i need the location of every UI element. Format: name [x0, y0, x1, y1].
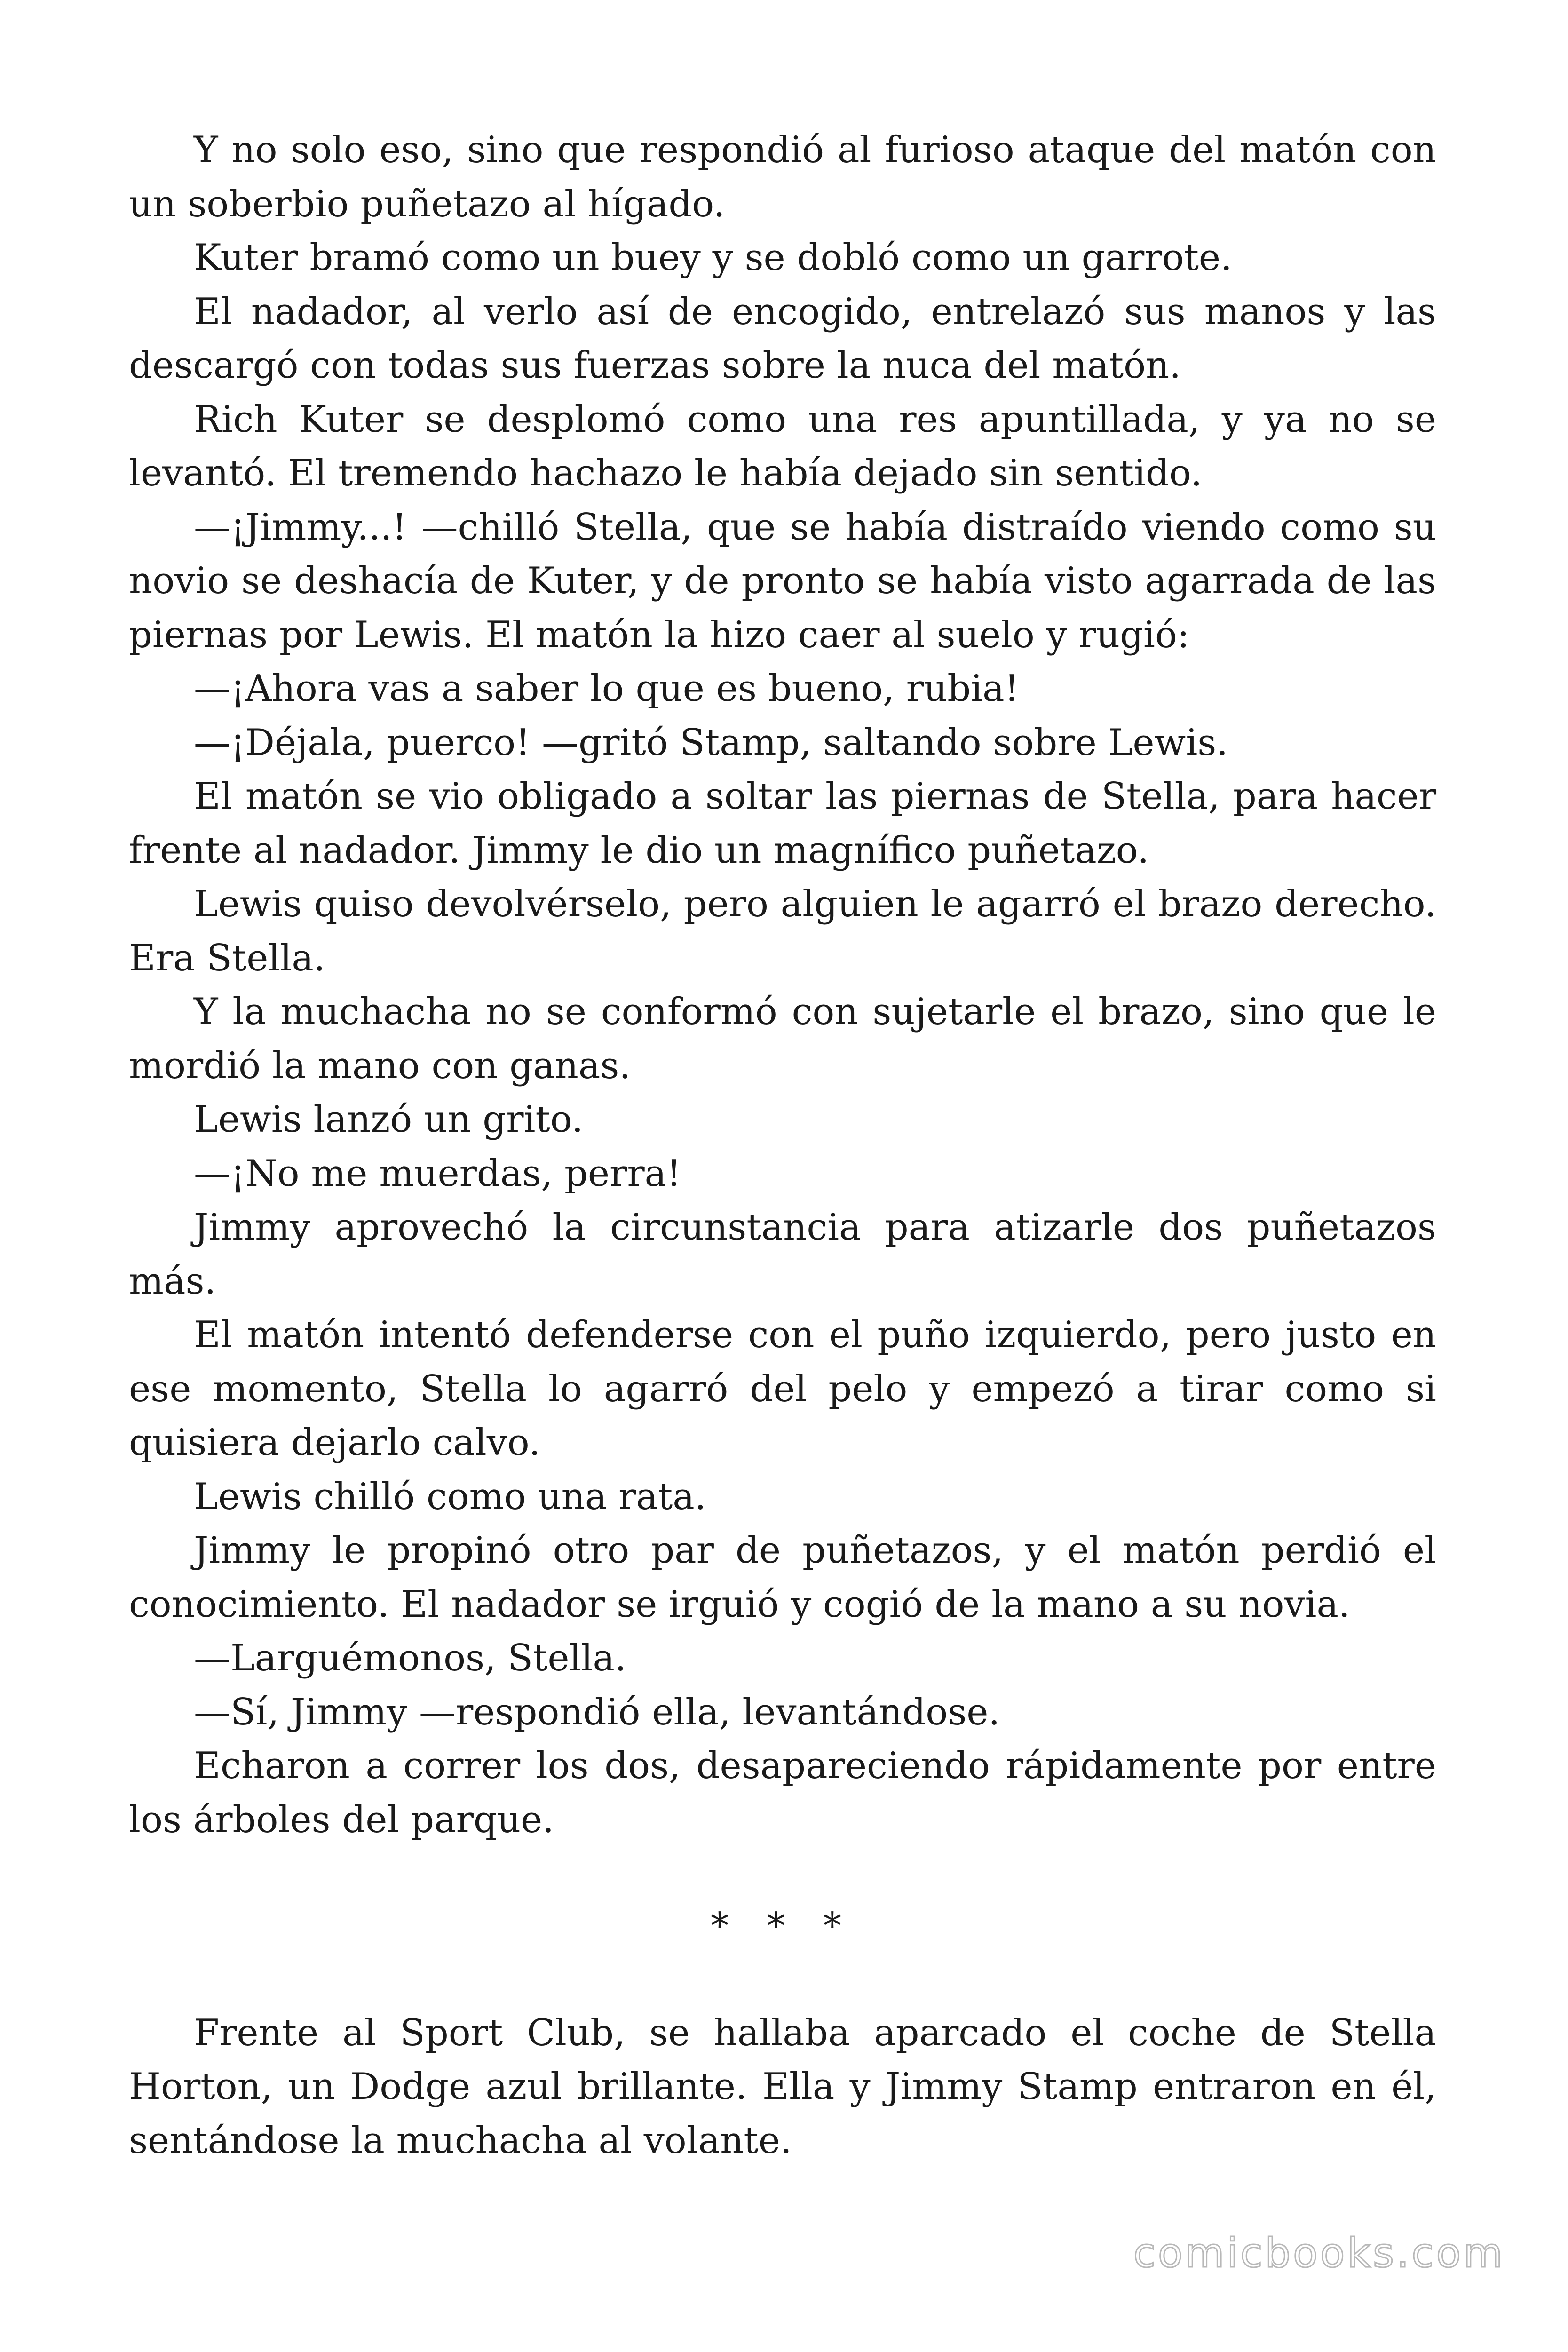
- paragraph: —¡Jimmy...! —chilló Stella, que se había distraído viendo como su novio se deshacía de Kuter, y de pronto se había visto agarrada de las piernas por Lewis. El matón la hizo caer al suelo y rugió:: [129, 506, 1436, 656]
- paragraph: El matón se vio obligado a soltar las piernas de Stella, para hacer frente al nadador. Jimmy le dio un magnífico puñetazo.: [129, 775, 1436, 872]
- paragraph: Y la muchacha no se conformó con sujetarle el brazo, sino que le mordió la mano con ganas.: [129, 991, 1436, 1087]
- paragraph: Rich Kuter se desplomó como una res apuntillada, y ya no se levantó. El tremendo hachazo le había dejado sin sentido.: [129, 398, 1436, 494]
- paragraph: Frente al Sport Club, se hallaba aparcado el coche de Stella Horton, un Dodge azul brillante. Ella y Jimmy Stamp entraron en él, sentándose la muchacha al volante.: [129, 2011, 1436, 2162]
- paragraph: Y no solo eso, sino que respondió al furioso ataque del matón con un soberbio puñetazo al hígado.: [129, 129, 1436, 225]
- paragraph: Lewis lanzó un grito.: [194, 1098, 584, 1141]
- paragraph: Jimmy aprovechó la circunstancia para atizarle dos puñetazos más.: [129, 1206, 1436, 1303]
- paragraph: —Sí, Jimmy —respondió ella, levantándose.: [194, 1691, 1000, 1733]
- paragraph: El nadador, al verlo así de encogido, entrelazó sus manos y las descargó con todas sus fuerzas sobre la nuca del matón.: [129, 290, 1436, 387]
- watermark: comicbooks.com: [1133, 2230, 1505, 2277]
- paragraph: Kuter bramó como un buey y se dobló como un garrote.: [194, 237, 1232, 279]
- paragraph: —¡Déjala, puerco! —gritó Stamp, saltando sobre Lewis.: [194, 721, 1228, 764]
- scene-break: * * *: [710, 1905, 855, 1947]
- paragraph: El matón intentó defenderse con el puño izquierdo, pero justo en ese momento, Stella lo agarró del pelo y empezó a tirar como si quisiera dejarlo calvo.: [129, 1314, 1436, 1464]
- paragraph: Lewis chilló como una rata.: [194, 1475, 706, 1518]
- paragraph: Jimmy le propinó otro par de puñetazos, y el matón perdió el conocimiento. El nadador se irguió y cogió de la mano a su novia.: [129, 1529, 1436, 1626]
- paragraph: —¡No me muerdas, perra!: [194, 1152, 681, 1195]
- paragraph: Echaron a correr los dos, desapareciendo rápidamente por entre los árboles del parque.: [129, 1745, 1436, 1841]
- page-text: [129, 123, 1436, 2168]
- paragraph: Lewis quiso devolvérselo, pero alguien le agarró el brazo derecho. Era Stella.: [129, 883, 1436, 979]
- paragraph: —Larguémonos, Stella.: [194, 1637, 626, 1679]
- paragraph: —¡Ahora vas a saber lo que es bueno, rubia!: [194, 667, 1019, 710]
